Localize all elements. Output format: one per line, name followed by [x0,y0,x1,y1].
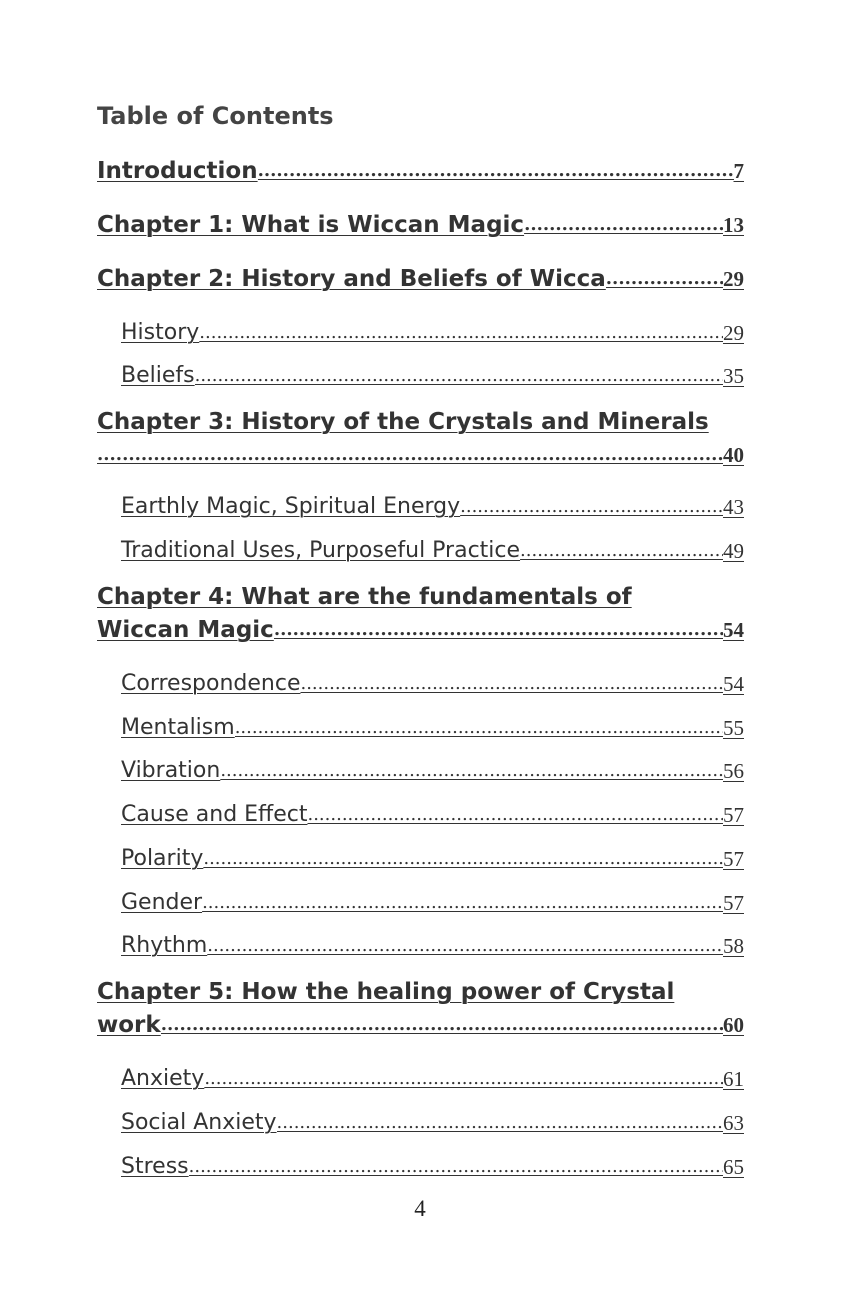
toc-entry-chapter-2[interactable] [97,264,744,294]
dot-leader [97,440,723,470]
dot-leader [189,1152,723,1182]
toc-entry-polarity[interactable] [121,844,744,874]
toc-entry-label: Chapter 3: History of the Crystals and Minerals [97,409,709,435]
toc-entry-label: Earthly Magic, Spiritual Energy [121,494,461,519]
toc-entry-label: Chapter 1: What is Wiccan Magic [97,212,525,238]
dot-leader [203,844,723,874]
toc-entry-page: 60 [723,1013,744,1037]
toc-entry-anxiety[interactable] [121,1064,744,1094]
toc-entry-label: History [121,320,200,345]
toc-entry-beliefs[interactable] [121,361,744,391]
dot-leader [258,156,734,186]
toc-entry-page: 7 [733,159,744,183]
page-number: 4 [414,1196,426,1221]
page-title: Table of Contents [97,102,334,130]
toc-entry-label: Gender [121,890,203,915]
toc-entry-label: Correspondence [121,671,301,696]
toc-entry-page: 54 [723,618,744,642]
toc-entry-page: 56 [723,759,744,783]
toc-entry-earthly-magic[interactable] [121,492,744,522]
dot-leader [220,756,723,786]
dot-leader [202,888,723,918]
dot-leader [277,1108,723,1138]
toc-entry-label: Polarity [121,846,204,871]
toc-entry-traditional-uses[interactable] [121,536,744,566]
toc-entry-page: 63 [723,1111,744,1135]
dot-leader [161,1010,723,1040]
toc-entry-cause-and-effect[interactable] [121,800,744,830]
toc-entry-page: 57 [723,803,744,827]
toc-entry-label: Chapter 2: History and Beliefs of Wicca [97,266,606,292]
dot-leader [195,361,723,391]
toc-entry-label: work [97,1012,161,1038]
dot-leader [204,1064,723,1094]
toc-entry-page: 29 [723,267,744,291]
toc-entry-chapter-5-cont[interactable] [97,1010,744,1040]
toc-entry-vibration[interactable] [121,756,744,786]
toc-entry-label: Chapter 5: How the healing power of Crystal [97,979,675,1005]
toc-entry-label: Rhythm [121,933,208,958]
toc-entry-chapter-5[interactable] [97,977,744,1007]
dot-leader [460,492,723,522]
toc-entry-social-anxiety[interactable] [121,1108,744,1138]
toc-entry-label: Wiccan Magic [97,617,274,643]
toc-entry-page: 65 [723,1155,744,1179]
toc-entry-label: Mentalism [121,715,235,740]
toc-entry-page: 55 [723,716,744,740]
toc-entry-label: Chapter 4: What are the fundamentals of [97,584,632,610]
dot-leader [300,669,723,699]
toc-entry-page: 57 [723,847,744,871]
toc-entry-chapter-4-cont[interactable] [97,615,744,645]
toc-entry-page: 43 [723,495,744,519]
toc-entry-page: 13 [723,213,744,237]
toc-entry-page: 40 [723,443,744,467]
toc-entry-correspondence[interactable] [121,669,744,699]
dot-leader [235,713,723,743]
toc-entry-page: 61 [723,1067,744,1091]
dot-leader [307,800,723,830]
toc-entry-chapter-1[interactable] [97,210,744,240]
toc-entry-chapter-4[interactable] [97,582,744,612]
dot-leader [524,210,723,240]
toc-entry-introduction[interactable] [97,156,744,186]
toc-entry-label: Cause and Effect [121,802,308,827]
toc-entry-chapter-3[interactable] [97,407,744,437]
toc-entry-label: Anxiety [121,1066,205,1091]
toc-entry-label: Stress [121,1154,189,1179]
toc-entry-chapter-3-leader[interactable] [97,440,744,470]
toc-entry-label: Beliefs [121,363,195,388]
toc-entry-page: 35 [723,364,744,388]
toc-entry-mentalism[interactable] [121,713,744,743]
dot-leader [520,536,723,566]
toc-entry-page: 29 [723,321,744,345]
toc-entry-gender[interactable] [121,888,744,918]
toc-entry-label: Social Anxiety [121,1110,277,1135]
toc-entry-page: 49 [723,539,744,563]
toc-entry-label: Vibration [121,758,221,783]
toc-entry-label: Traditional Uses, Purposeful Practice [121,538,521,563]
toc-entry-label: Introduction [97,158,258,184]
dot-leader [199,318,723,348]
toc-entry-stress[interactable] [121,1152,744,1182]
toc-entry-page: 58 [723,934,744,958]
toc-entry-rhythm[interactable] [121,931,744,961]
toc-entry-page: 54 [723,672,744,696]
toc-entry-history[interactable] [121,318,744,348]
dot-leader [274,615,723,645]
dot-leader [207,931,723,961]
toc-entry-page: 57 [723,891,744,915]
dot-leader [606,264,723,294]
